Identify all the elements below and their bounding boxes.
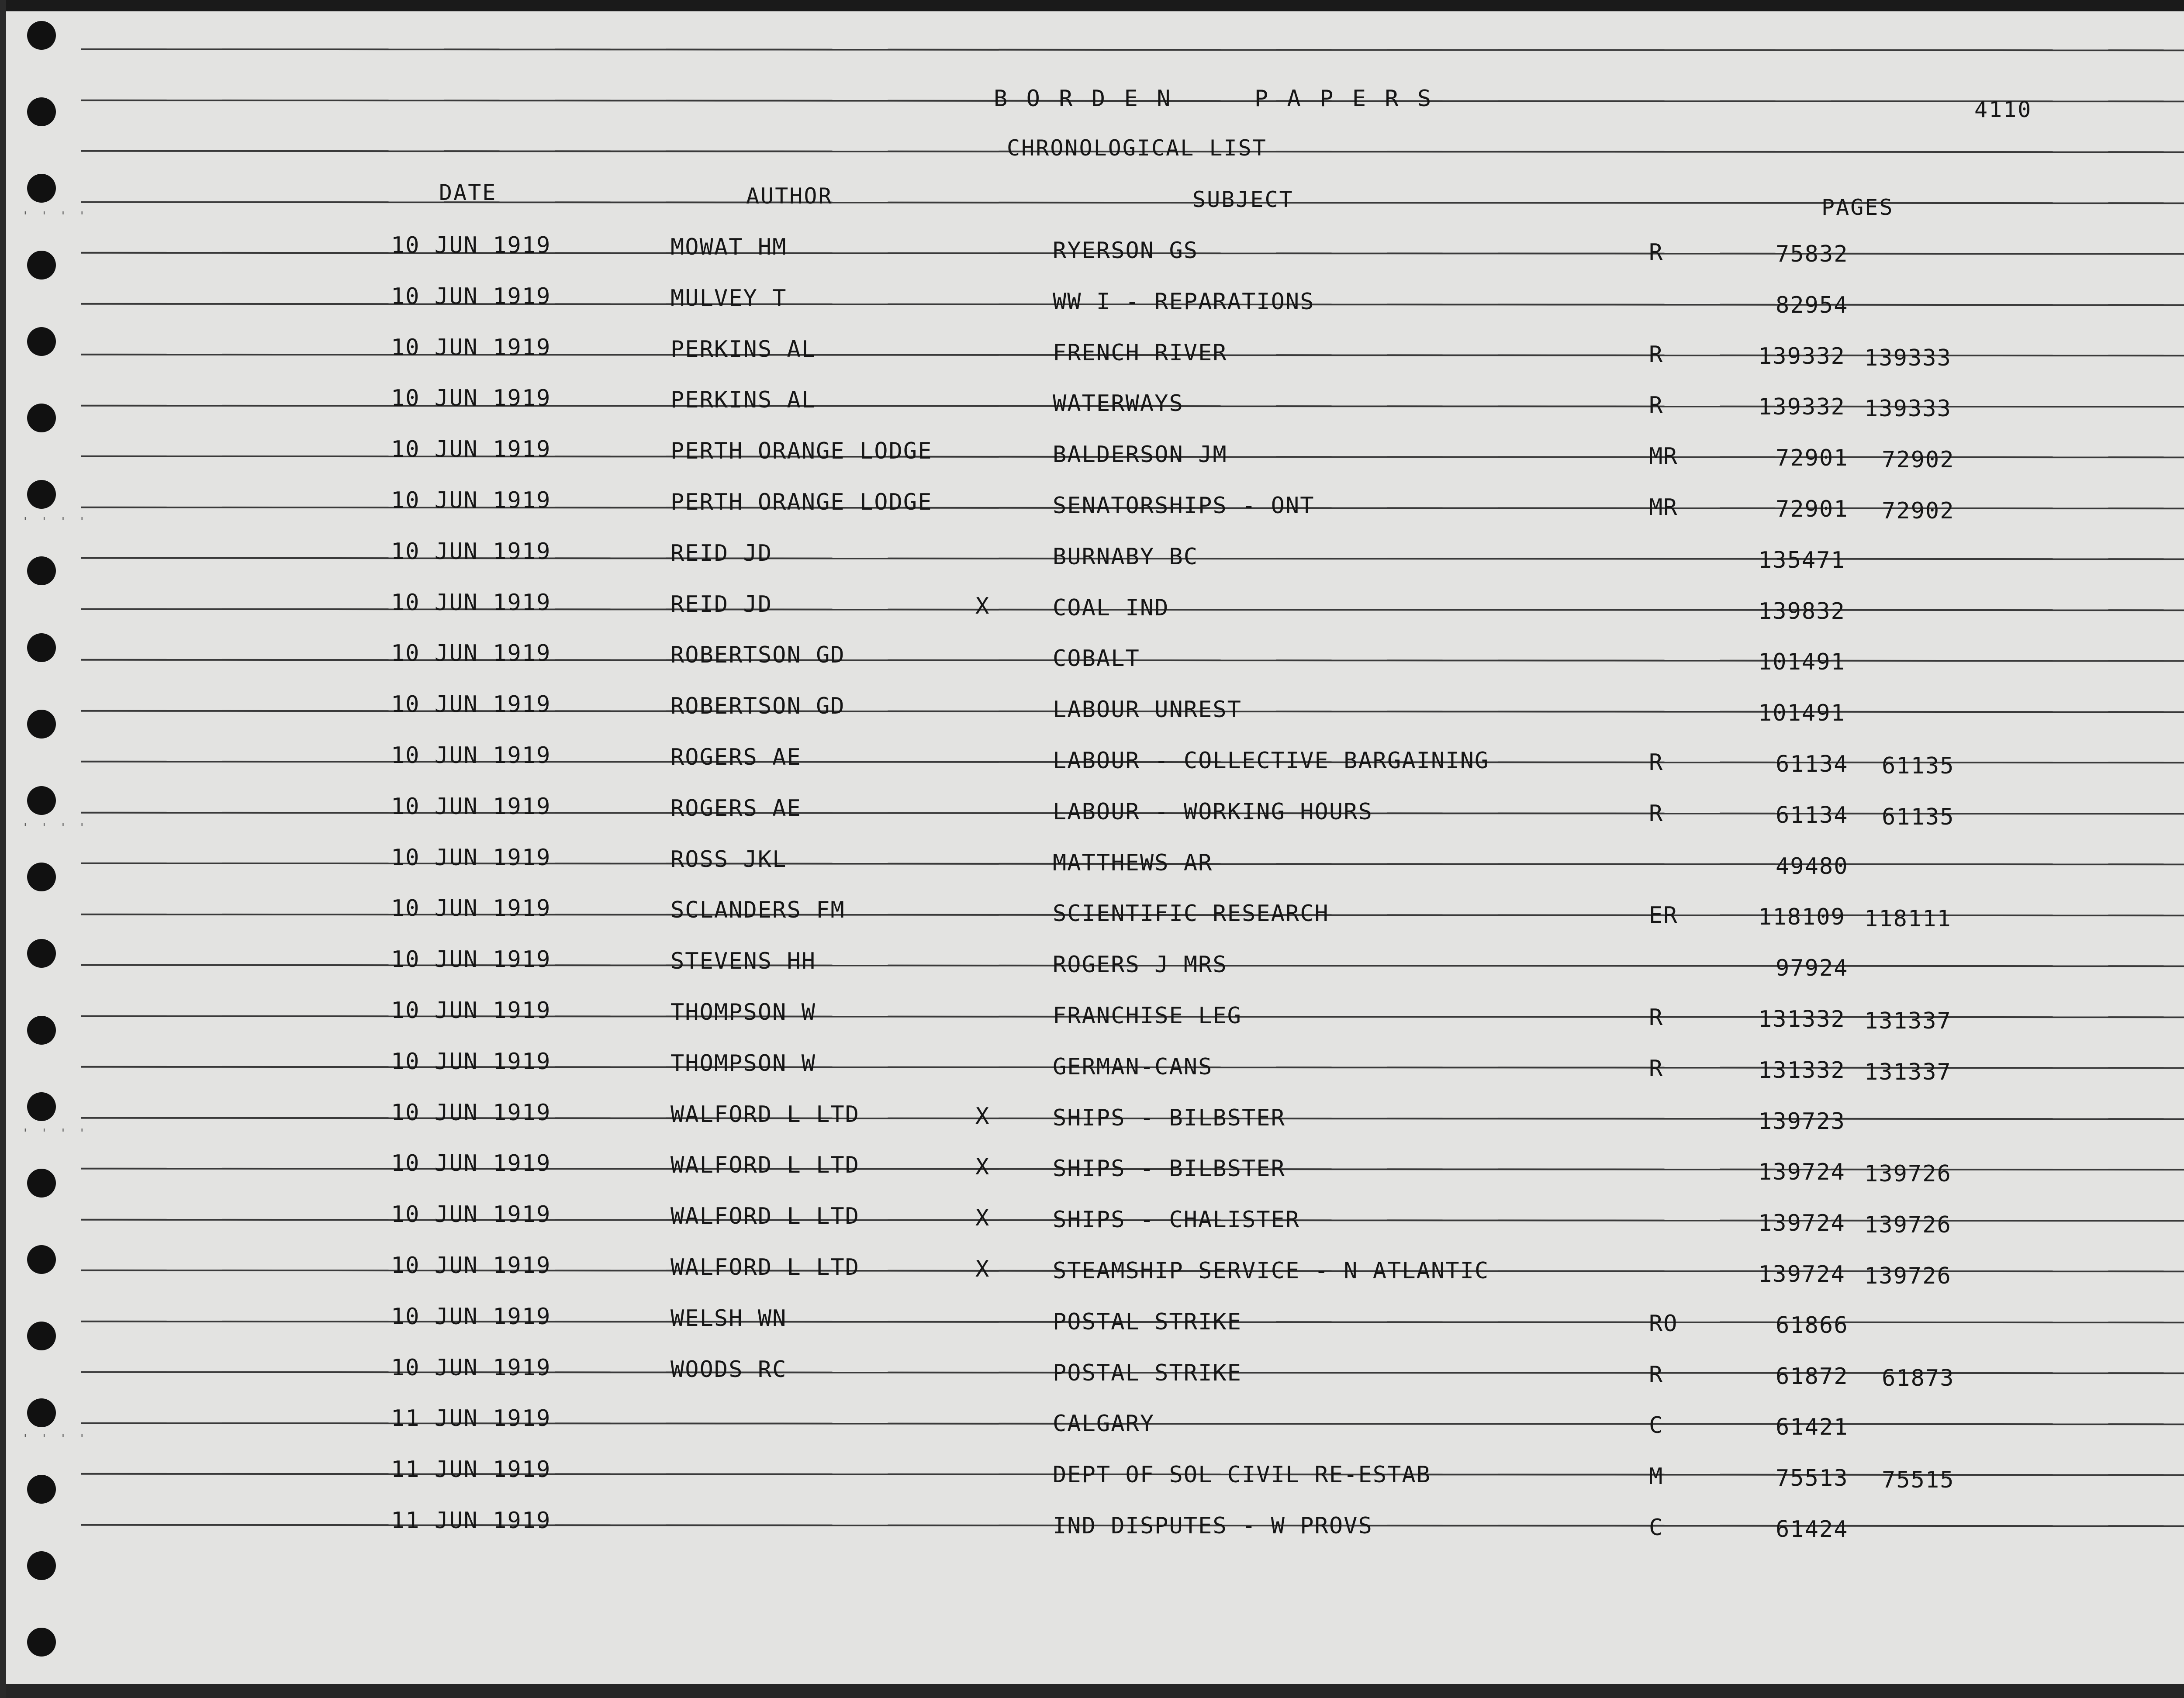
perforation-mark: ' ' ' ' <box>22 1432 88 1446</box>
row-code: R <box>1649 1361 1664 1388</box>
row-subject: IND DISPUTES - W PROVS <box>1053 1513 1373 1539</box>
row-x-flag: X <box>975 1154 990 1180</box>
row-page-start: 75832 <box>1776 241 1849 267</box>
row-author: WELSH WN <box>670 1305 787 1332</box>
feed-hole <box>27 251 56 280</box>
row-code: C <box>1649 1412 1664 1439</box>
row-page-start: 61134 <box>1776 802 1849 828</box>
row-page-end: 139726 <box>1864 1161 1952 1187</box>
row-page-end: 139333 <box>1864 345 1952 371</box>
row-code: MR <box>1649 443 1678 470</box>
row-date: 10 JUN 1919 <box>391 1201 551 1228</box>
row-code: RO <box>1649 1310 1678 1337</box>
scan-edge-left <box>0 0 6 1698</box>
row-page-start: 139723 <box>1758 1108 1845 1135</box>
page-number: 4110 <box>1974 97 2032 122</box>
row-date: 10 JUN 1919 <box>391 385 551 412</box>
perforation-mark: ' ' ' ' <box>22 210 88 223</box>
row-subject: SHIPS - BILBSTER <box>1053 1104 1286 1131</box>
row-code: R <box>1649 392 1664 419</box>
row-author: PERTH ORANGE LODGE <box>670 489 933 515</box>
row-page-end: 72902 <box>1882 447 1955 473</box>
feed-hole <box>27 863 56 891</box>
feed-hole <box>27 21 56 50</box>
row-page-end: 131337 <box>1864 1059 1952 1085</box>
row-date: 10 JUN 1919 <box>391 997 551 1024</box>
feed-hole <box>27 1628 56 1657</box>
row-page-end: 139726 <box>1864 1212 1952 1239</box>
row-date: 10 JUN 1919 <box>391 640 551 667</box>
row-subject: BALDERSON JM <box>1053 442 1227 468</box>
row-code: R <box>1649 800 1664 827</box>
row-code: MR <box>1649 494 1678 521</box>
scan-edge-top <box>0 0 2184 11</box>
row-date: 10 JUN 1919 <box>391 232 551 259</box>
row-date: 10 JUN 1919 <box>391 793 551 820</box>
row-page-end: 118111 <box>1864 906 1952 932</box>
feed-hole <box>27 1016 56 1045</box>
row-author: PERTH ORANGE LODGE <box>670 438 933 465</box>
row-page-start: 61866 <box>1776 1312 1849 1339</box>
feed-hole <box>27 1245 56 1274</box>
row-page-start: 139724 <box>1758 1159 1845 1186</box>
row-author: ROGERS AE <box>670 795 802 821</box>
feed-hole <box>27 1322 56 1350</box>
row-subject: SHIPS - BILBSTER <box>1053 1156 1286 1182</box>
row-author: ROBERTSON GD <box>670 642 845 669</box>
feed-hole <box>27 480 56 509</box>
row-page-start: 118109 <box>1758 904 1845 931</box>
column-header-pages: PAGES <box>1821 195 1894 220</box>
row-subject: COBALT <box>1053 645 1140 672</box>
row-page-start: 139332 <box>1758 394 1845 421</box>
row-page-start: 61872 <box>1776 1363 1849 1390</box>
row-author: REID JD <box>670 591 773 618</box>
row-subject: DEPT OF SOL CIVIL RE-ESTAB <box>1053 1462 1431 1488</box>
row-page-start: 97924 <box>1776 955 1849 982</box>
row-author: ROBERTSON GD <box>670 693 845 720</box>
feed-hole <box>27 1398 56 1427</box>
feed-hole <box>27 1475 56 1504</box>
row-page-start: 131332 <box>1758 1006 1845 1032</box>
row-subject: COAL IND <box>1053 594 1169 621</box>
row-code: R <box>1649 1055 1664 1082</box>
column-header-date: DATE <box>439 180 497 205</box>
row-date: 10 JUN 1919 <box>391 1354 551 1381</box>
feed-hole <box>27 97 56 126</box>
feed-hole <box>27 327 56 356</box>
feed-hole <box>27 710 56 739</box>
row-subject: GERMAN-CANS <box>1053 1053 1213 1080</box>
row-subject: SENATORSHIPS - ONT <box>1053 493 1315 519</box>
feed-hole <box>27 404 56 432</box>
row-subject: LABOUR - COLLECTIVE BARGAINING <box>1053 748 1489 774</box>
row-author: ROGERS AE <box>670 744 802 770</box>
row-subject: POSTAL STRIKE <box>1053 1308 1242 1335</box>
row-author: MULVEY T <box>670 285 787 311</box>
row-author: WALFORD L LTD <box>670 1203 860 1230</box>
row-code: M <box>1649 1463 1664 1490</box>
row-date: 10 JUN 1919 <box>391 589 551 616</box>
row-page-start: 131332 <box>1758 1057 1845 1084</box>
feed-hole <box>27 786 56 815</box>
row-code: C <box>1649 1515 1664 1541</box>
row-author: THOMPSON W <box>670 999 816 1025</box>
row-date: 11 JUN 1919 <box>391 1405 551 1432</box>
row-page-end: 139726 <box>1864 1263 1952 1289</box>
row-subject: FRENCH RIVER <box>1053 339 1227 366</box>
row-date: 10 JUN 1919 <box>391 895 551 922</box>
row-date: 10 JUN 1919 <box>391 1303 551 1330</box>
row-page-start: 61421 <box>1776 1414 1849 1441</box>
row-page-start: 72901 <box>1776 496 1849 522</box>
row-date: 10 JUN 1919 <box>391 538 551 565</box>
row-page-end: 61135 <box>1882 804 1955 830</box>
column-header-subject: SUBJECT <box>1192 187 1294 212</box>
row-date: 10 JUN 1919 <box>391 334 551 361</box>
row-subject: SCIENTIFIC RESEARCH <box>1053 901 1329 927</box>
feed-hole <box>27 174 56 203</box>
row-subject: LABOUR UNREST <box>1053 697 1242 723</box>
row-author: ROSS JKL <box>670 846 787 873</box>
row-date: 10 JUN 1919 <box>391 844 551 871</box>
row-page-start: 139724 <box>1758 1261 1845 1287</box>
row-subject: STEAMSHIP SERVICE - N ATLANTIC <box>1053 1258 1489 1284</box>
row-page-start: 72901 <box>1776 445 1849 472</box>
column-header-author: AUTHOR <box>746 183 833 209</box>
row-author: WALFORD L LTD <box>670 1254 860 1280</box>
row-subject: FRANCHISE LEG <box>1053 1003 1242 1029</box>
feed-hole <box>27 556 56 585</box>
row-date: 10 JUN 1919 <box>391 283 551 310</box>
row-page-start: 61134 <box>1776 751 1849 777</box>
row-page-start: 82954 <box>1776 292 1849 318</box>
row-author: SCLANDERS FM <box>670 897 845 924</box>
row-code: R <box>1649 1004 1664 1031</box>
row-date: 10 JUN 1919 <box>391 1048 551 1075</box>
row-subject: CALGARY <box>1053 1411 1155 1437</box>
ruled-line <box>81 48 2184 52</box>
row-page-end: 131337 <box>1864 1008 1952 1034</box>
row-page-end: 61873 <box>1882 1365 1955 1391</box>
row-x-flag: X <box>975 1103 990 1129</box>
feed-hole <box>27 1551 56 1580</box>
perforation-mark: ' ' ' ' <box>22 1127 88 1140</box>
row-author: PERKINS AL <box>670 387 816 414</box>
perforation-mark: ' ' ' ' <box>22 821 88 834</box>
row-subject: WATERWAYS <box>1053 390 1184 417</box>
feed-hole <box>27 633 56 662</box>
row-subject: MATTHEWS AR <box>1053 849 1213 876</box>
row-date: 10 JUN 1919 <box>391 436 551 463</box>
row-x-flag: X <box>975 593 990 619</box>
row-author: THOMPSON W <box>670 1050 816 1077</box>
row-page-end: 72902 <box>1882 498 1955 524</box>
row-subject: SHIPS - CHALISTER <box>1053 1207 1300 1233</box>
row-page-start: 139724 <box>1758 1210 1845 1237</box>
row-page-start: 139832 <box>1758 598 1845 625</box>
row-date: 10 JUN 1919 <box>391 1099 551 1126</box>
row-author: STEVENS HH <box>670 948 816 975</box>
row-date: 10 JUN 1919 <box>391 691 551 718</box>
row-page-start: 101491 <box>1758 700 1845 727</box>
row-date: 11 JUN 1919 <box>391 1508 551 1534</box>
row-date: 10 JUN 1919 <box>391 946 551 973</box>
row-page-end: 139333 <box>1864 396 1952 422</box>
row-author: PERKINS AL <box>670 336 816 362</box>
row-author: WALFORD L LTD <box>670 1101 860 1128</box>
row-page-start: 101491 <box>1758 649 1845 676</box>
row-page-end: 61135 <box>1882 753 1955 779</box>
row-page-start: 49480 <box>1776 853 1849 880</box>
feed-hole <box>27 1169 56 1198</box>
row-x-flag: X <box>975 1256 990 1282</box>
document-subtitle: CHRONOLOGICAL LIST <box>1007 135 1267 161</box>
row-page-start: 139332 <box>1758 343 1845 369</box>
row-author: MOWAT HM <box>670 234 787 260</box>
row-date: 10 JUN 1919 <box>391 742 551 769</box>
row-subject: POSTAL STRIKE <box>1053 1360 1242 1386</box>
row-date: 11 JUN 1919 <box>391 1456 551 1483</box>
row-date: 10 JUN 1919 <box>391 1150 551 1177</box>
row-date: 10 JUN 1919 <box>391 1253 551 1279</box>
row-subject: BURNABY BC <box>1053 543 1199 570</box>
feed-hole <box>27 1092 56 1121</box>
row-subject: ROGERS J MRS <box>1053 952 1227 978</box>
row-code: R <box>1649 749 1664 776</box>
row-code: ER <box>1649 902 1678 929</box>
row-subject: RYERSON GS <box>1053 238 1199 264</box>
scan-edge-bottom <box>0 1684 2184 1698</box>
row-page-start: 75513 <box>1776 1465 1849 1492</box>
row-author: WOODS RC <box>670 1356 787 1383</box>
row-code: R <box>1649 341 1664 368</box>
row-subject: LABOUR - WORKING HOURS <box>1053 798 1373 825</box>
row-page-end: 75515 <box>1882 1467 1955 1494</box>
row-page-start: 61424 <box>1776 1516 1849 1543</box>
row-code: R <box>1649 239 1664 266</box>
perforation-mark: ' ' ' ' <box>22 515 88 528</box>
row-author: REID JD <box>670 540 773 566</box>
feed-hole <box>27 939 56 968</box>
row-subject: WW I - REPARATIONS <box>1053 288 1315 315</box>
document-title: B O R D E N P A P E R S <box>994 86 1434 112</box>
row-page-start: 135471 <box>1758 547 1845 573</box>
row-author: WALFORD L LTD <box>670 1152 860 1179</box>
row-x-flag: X <box>975 1205 990 1232</box>
row-date: 10 JUN 1919 <box>391 487 551 514</box>
